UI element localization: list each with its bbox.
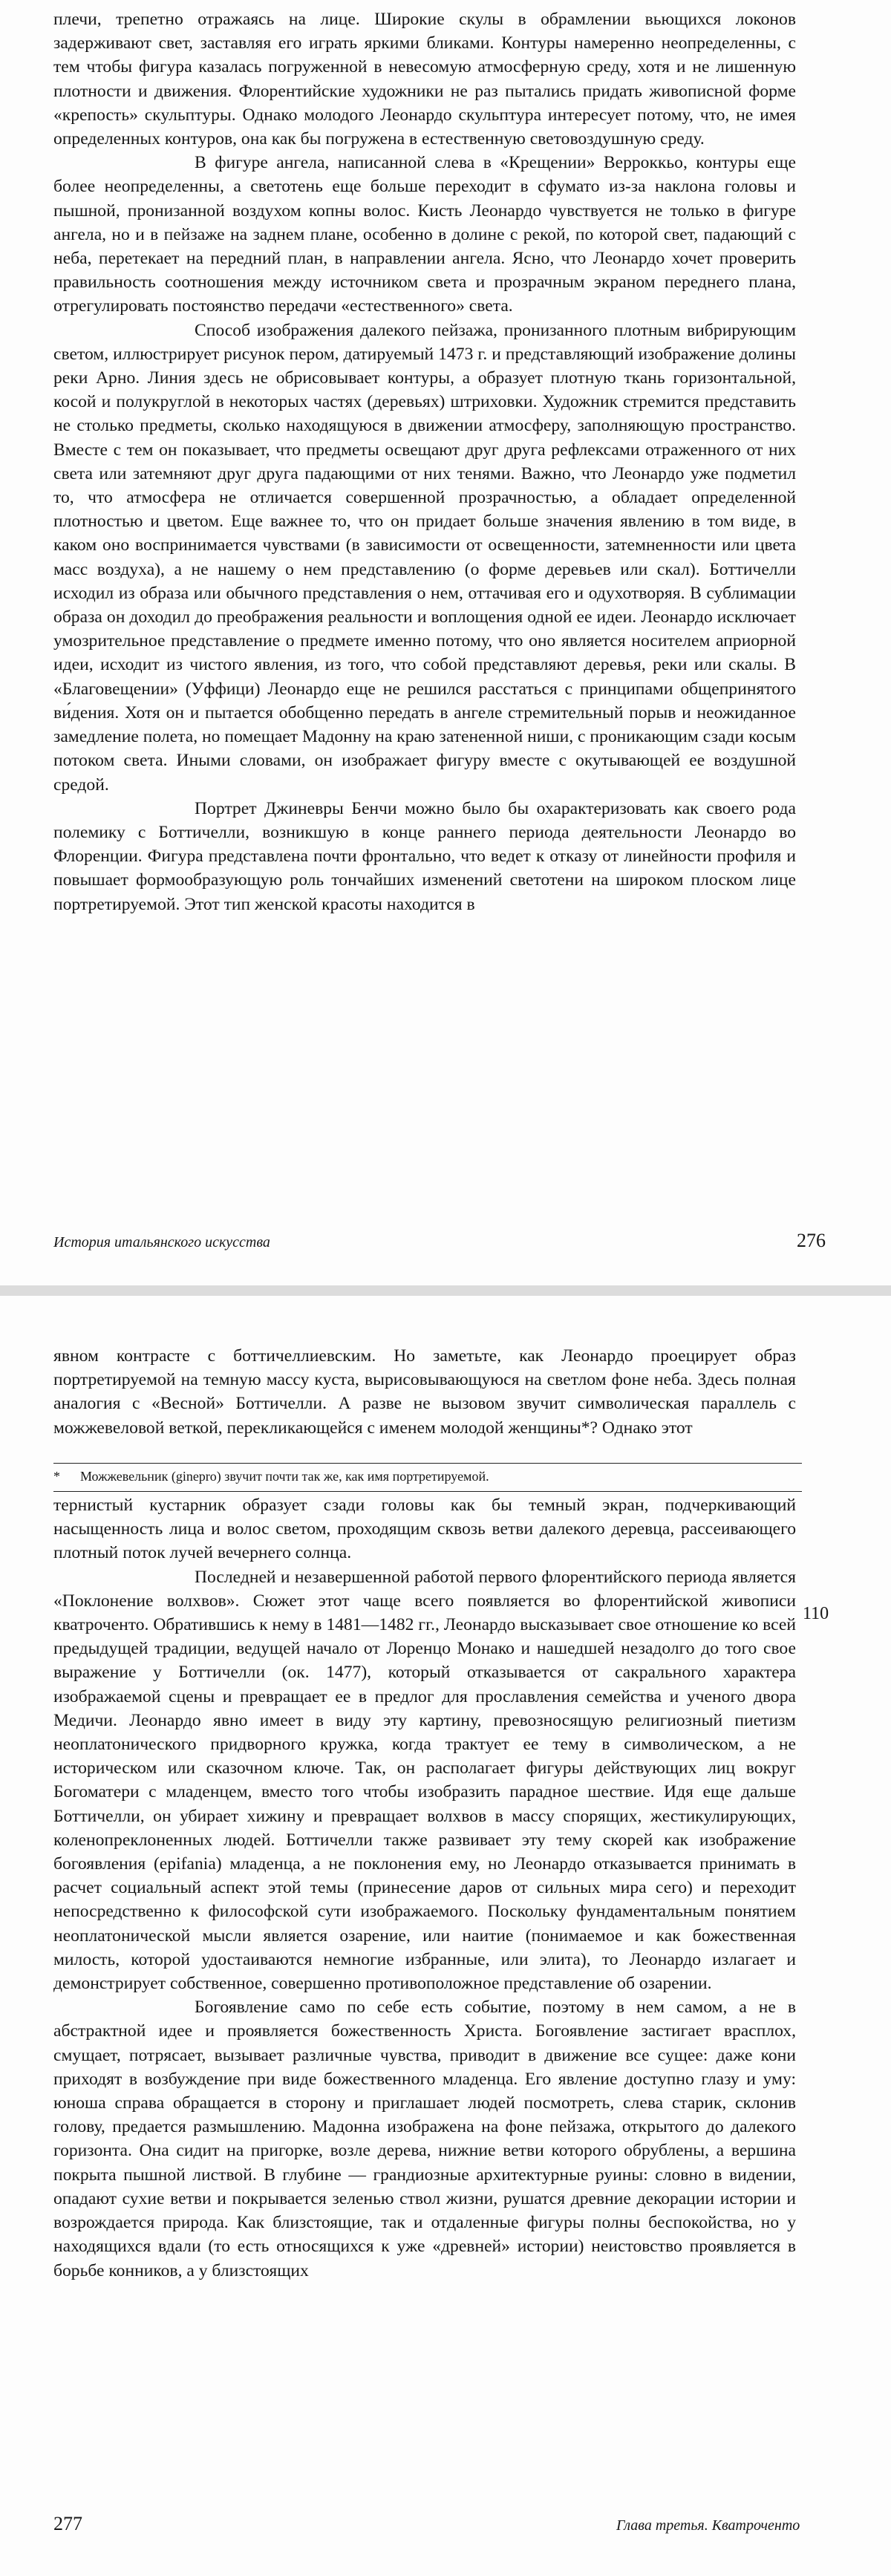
paragraph: плечи, трепетно отражаясь на лице. Широкие скулы в обрамлении вьющихся локонов задерживают свет, заставляя его играть яркими бликами. Контуры намеренно неопределенны, с тем чтобы фигура казалась погруженной в невесомую атмосферную среду, хотя и не лишенную плотности и движения. Флорентийские художники не раз пытались придать живописной форме «крепость» скульптуры. Однако молодого Леонардо скульптура интересует потому, что, не имея определенных контуров, она как бы погружена в естественную световоздушную среду.	[53, 10, 796, 149]
paragraph: Последней и незавершенной работой первого флорентийского периода является «Поклонение волхвов». Сюжет этот чаще всего появляется во флорентийской живописи кватроченто. Обратившись к нему в 1481—1482 гг., Леонардо высказывает свое отношение ко всей предыдущей традиции, ведущей начало от Лоренцо Монако и нашедшей незадолго до того свое выражение у Боттичелли (ок. 1477), который отказывается от сакрального характера изображаемой сцены и превращает ее в предлог для прославления семейства и ученого двора Медичи. Леонардо явно имеет в виду эту картину, превозносящую религиозный пиетизм неоплатонического придворного кружка, когда трактует ее тему в символическом, а не историческом или сказочном ключе. Так, он располагает фигуры действующих лиц вокруг Богоматери с младенцем, вместо того чтобы изобразить парадное шествие. Идя еще дальше Боттичелли, он убирает хижину и превращает волхвов в массу спорящих, жестикулирующих, коленопреклоненных людей. Боттичелли также развивает эту тему скорей как изображение богоявления (epifania) младенца, а не поклонения ему, но Леонардо отказывается принимать в расчет социальный аспект этой темы (принесение даров от сильных мира сего) и переходит непосредственно к философской сути изображаемого. Поскольку фундаментальным понятием неоплатонической мысли является озарение, или наитие (понимаемое и как божественная милость, которой удостаиваются немногие избранные, или элита), то Леонардо излагает и демонстрирует собственное, совершенно противоположное представление об озарении.	[53, 1567, 796, 1994]
footnote-text: Можжевельник (ginepro) звучит почти так же, как имя портретируемой.	[80, 1469, 489, 1484]
page-276-body	[53, 7, 796, 916]
page-277-body	[53, 1493, 796, 2283]
margin-note-number: 110	[803, 1604, 829, 1623]
running-footer: История итальянского искусства	[53, 1234, 270, 1250]
book-page-277	[0, 1296, 891, 2576]
paragraph: Портрет Джиневры Бенчи можно было бы охарактеризовать как своего рода полемику с Боттичелли, возникшую в конце раннего периода деятельности Леонардо во Флоренции. Фигура представлена почти фронтально, что ведет к отказу от линейности профиля и повышает формообразующую роль тончайших изменений светотени на широком плоском лице портретируемой. Этот тип женской красоты находится в	[53, 798, 796, 914]
footnote-rule	[53, 1491, 802, 1492]
page-number: 276	[797, 1230, 826, 1251]
footnote-rule	[53, 1463, 802, 1464]
running-footer: Глава третья. Кватроченто	[616, 2517, 800, 2534]
paragraph: тернистый кустарник образует сзади головы как бы темный экран, подчеркивающий насыщенность лица и волос светом, проходящим сквозь ветви далекого деревца, рассеивающего плотный поток лучей вечернего солнца.	[53, 1496, 796, 1563]
page-separator	[0, 1285, 891, 1296]
paragraph: явном контрасте с боттичеллиевским. Но заметьте, как Леонардо проецирует образ портретируемой на темную массу куста, вырисовывающуюся на светлом фоне неба. Здесь полная аналогия с «Весной» Боттичелли. А разве не вызовом звучит символическая параллель с можжевеловой веткой, перекликающейся с именем молодой женщины*? Однако этот	[53, 1346, 796, 1438]
page-277-top-text	[53, 1344, 796, 1440]
paragraph: Способ изображения далекого пейзажа, пронизанного плотным вибрирующим светом, иллюстрирует рисунок пером, датируемый 1473 г. и представляющий изображение долины реки Арно. Линия здесь не обрисовывает контуры, а образует плотную ткань горизонтальной, косой и полукруглой в некоторых частях (деревьях) штриховки. Художник стремится представить не столько предметы, сколько находящуюся в движении атмосферу, заполняющую пространство. Вместе с тем он показывает, что предметы освещают друг друга рефлексами отраженного от них света или затемняют друг друга падающими от них тенями. Важно, что Леонардо уже подметил то, что атмосфера не отличается совершенной прозрачностью, а обладает определенной плотностью и цветом. Еще важнее то, что он придает больше значения явлению в том виде, в каком оно воспринимается чувствами (в зависимости от освещенности, затемненности или цвета масс воздуха), а не нашему о нем представлению (о форме деревьев или скал). Боттичелли исходил из образа или обычного представления о нем, оттачивая его и одухотворяя. В сублимации образа он доходил до преображения реальности и воплощения одной ее идеи. Леонардо исключает умозрительное представление о предмете именно потому, что оно является носителем априорной идеи, исходит из чистого явления, из того, что собой представляют деревья, реки или скалы. В «Благовещении» (Уффици) Леонардо еще не решился расстаться с принципами общепринятого ви́дения. Хотя он и пытается обобщенно передать в ангеле стремительный порыв и неожиданное замедление полета, но помещает Мадонну на краю затененной ниши, с проникающим сзади косым потоком света. Иными словами, он изображает фигуру вместе с окутывающей ее воздушной средой.	[53, 320, 796, 795]
paragraph: В фигуре ангела, написанной слева в «Крещении» Верроккьо, контуры еще более неопределенны, а светотень еще больше переходит в сфумато из-за наклона головы и пышной, пронизанной воздухом копны волос. Кисть Леонардо чувствуется не только в фигуре ангела, но и в пейзаже на заднем плане, особенно в долине с рекой, по которой свет, падающий с неба, перетекает на передний план, в направлении ангела. Ясно, что Леонардо хочет проверить правильность соотношения между источником света и прозрачным экраном переднего плана, отрегулировать постоянство передачи «естественного» света.	[53, 153, 796, 316]
footnote-mark: *	[53, 1469, 60, 1484]
page-number: 277	[53, 2513, 82, 2534]
paragraph: Богоявление само по себе есть событие, поэтому в нем самом, а не в абстрактной идее и проявляется божественность Христа. Богоявление застигает врасплох, смущает, потрясает, вызывает различные чувства, приводит в движение все сущее: даже кони приходят в возбуждение при виде божественного младенца. Его явление доступно глазу и уму: юноша справа обращается в сторону и приглашает людей посмотреть, слева старик, склонив голову, предается размышлению. Мадонна изображена на фоне пейзажа, открытого до далекого горизонта. Она сидит на пригорке, возле дерева, нижние ветви которого обрублены, а вершина покрыта пышной листвой. В глубине — грандиозные архитектурные руины: словно в видении, опадают сухие ветви и покрывается зеленью ствол жизни, рушатся древние декорации истории и возрождается природа. Как близстоящие, так и отдаленные фигуры полны беспокойства, но у находящихся вдали (то есть относящихся к уже «древней» истории) неистовство проявляется в борьбе конников, а у близстоящих	[53, 1998, 796, 2280]
book-page-276	[0, 0, 891, 1285]
footnote	[53, 1467, 796, 1485]
